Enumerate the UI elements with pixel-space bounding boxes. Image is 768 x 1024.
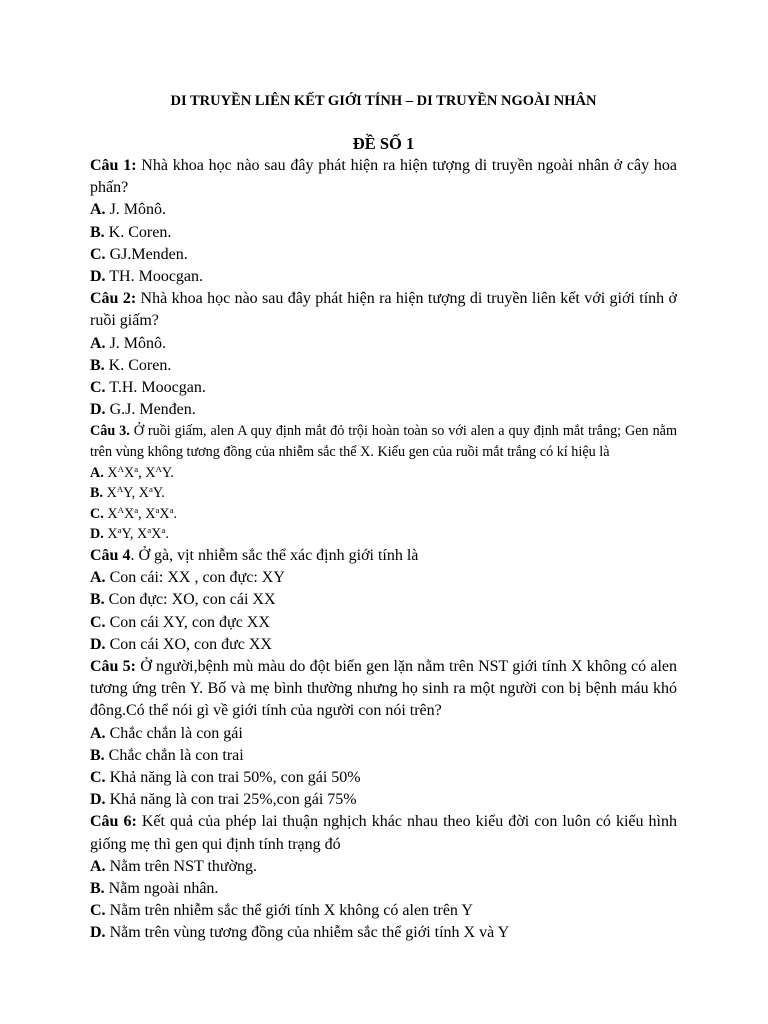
option-text: Con cái XY, con đực XX: [105, 613, 270, 631]
question-number: Câu 5:: [90, 658, 137, 676]
question-body: Ở ruồi giấm, alen A quy định mắt đỏ trội hoàn toàn so với alen a quy định mắt trắng; Gen nằm trên vùng không tương đồng của nhiễm sắc thể X. Kiểu gen của ruồi mắt trắng có kí hiệu là: [90, 423, 677, 461]
option-letter: A.: [90, 724, 106, 742]
option-letter: A.: [90, 464, 104, 481]
option-d: [90, 634, 677, 656]
option-letter: C.: [90, 505, 104, 522]
option-text: J. Mônô.: [105, 334, 167, 352]
genotype-part: .: [173, 505, 178, 522]
question-body: . Ở gà, vịt nhiễm sắc thể xác định giới tính là: [130, 547, 419, 564]
option-a: [90, 567, 677, 589]
genotype-part: X: [151, 526, 162, 543]
question-2: [90, 288, 677, 421]
option-a: [90, 463, 677, 484]
option-text: Nằm trên NST thường.: [105, 857, 258, 875]
genotype-part: Y.: [161, 464, 174, 481]
question-text: [90, 656, 677, 723]
option-c: [90, 504, 677, 525]
option-a: [90, 199, 677, 221]
option-letter: D.: [90, 526, 104, 543]
allele-superscript: a: [169, 504, 174, 515]
option-text: Con cái: XX , con đực: XY: [105, 569, 285, 587]
option-b: [90, 355, 677, 377]
genotype-part: Y.: [152, 485, 165, 502]
option-letter: C.: [90, 769, 106, 787]
allele-superscript: a: [161, 525, 166, 536]
option-c: [90, 377, 677, 399]
question-number: Câu 3.: [90, 423, 130, 440]
option-text: J. Mônô.: [105, 201, 167, 219]
question-body: Ở người,bệnh mù màu do đột biến gen lặn nằm trên NST giới tính X không có alen tương ứng trên Y. Bố và mẹ bình thường nhưng họ sinh ra một người con bị bệnh máu khó đông.Có thể nói gì về giới tính của người con nói trên?: [90, 658, 677, 720]
question-body: Kết quả của phép lai thuận nghịch khác nhau theo kiểu đời con luôn có kiểu hình giống mẹ thì gen qui định tính trạng đó: [90, 813, 678, 853]
option-d: [90, 266, 677, 288]
question-5: [90, 656, 677, 811]
genotype-part: X: [123, 464, 135, 481]
genotype-part: , X: [138, 505, 156, 522]
option-text: K. Coren.: [104, 356, 172, 374]
option-b: [90, 745, 677, 767]
question-number: Câu 4: [90, 547, 131, 564]
option-letter: D.: [90, 924, 106, 942]
option-letter: D.: [90, 635, 106, 653]
option-d: [90, 524, 677, 545]
option-b: [90, 589, 677, 611]
question-body: Nhà khoa học nào sau đây phát hiện ra hiện tượng di truyền liên kết với giới tính ở ruồi giấm?: [90, 290, 677, 330]
option-letter: C.: [90, 902, 106, 920]
question-list: [90, 155, 677, 945]
allele-superscript: A: [116, 484, 124, 495]
genotype-part: X: [103, 526, 118, 543]
genotype-part: X: [103, 505, 118, 522]
question-text: [90, 288, 677, 332]
genotype-part: X: [123, 505, 135, 522]
option-letter: A.: [90, 334, 106, 352]
option-letter: B.: [90, 356, 105, 374]
genotype-part: X: [103, 485, 117, 502]
option-b: [90, 222, 677, 244]
option-b: [90, 483, 677, 504]
option-letter: D.: [90, 401, 106, 419]
option-text: Chắc chắn là con trai: [104, 746, 244, 764]
option-c: [90, 767, 677, 789]
option-letter: A.: [90, 569, 106, 587]
allele-superscript: a: [148, 484, 153, 495]
option-c: [90, 900, 677, 922]
allele-superscript: A: [155, 463, 162, 474]
genotype-part: X: [159, 505, 170, 522]
genotype-part: X: [103, 464, 118, 481]
question-text: [90, 545, 677, 567]
option-letter: B.: [90, 880, 105, 898]
question-4: [90, 545, 677, 656]
option-text: GJ.Menden.: [105, 245, 188, 263]
allele-superscript: a: [147, 525, 152, 536]
option-d: [90, 922, 677, 944]
option-text: Khả năng là con trai 50%, con gái 50%: [105, 769, 361, 787]
question-3: [90, 421, 677, 545]
option-letter: C.: [90, 613, 106, 631]
option-a: [90, 856, 677, 878]
allele-superscript: a: [134, 504, 139, 515]
question-number: Câu 6:: [90, 813, 137, 831]
option-letter: A.: [90, 201, 106, 219]
option-d: [90, 789, 677, 811]
question-1: [90, 155, 677, 288]
option-text: Khả năng là con trai 25%,con gái 75%: [105, 791, 357, 809]
question-text: [90, 811, 677, 855]
allele-superscript: a: [117, 525, 122, 536]
question-number: Câu 1:: [90, 157, 137, 174]
document-subtitle: ĐỀ SỐ 1: [352, 134, 415, 153]
option-text: K. Coren.: [104, 223, 172, 241]
genotype-part: , X: [138, 464, 156, 481]
option-a: [90, 723, 677, 745]
allele-superscript: a: [155, 504, 160, 515]
genotype-part: Y, X: [123, 485, 149, 502]
option-text: Con đực: XO, con cái XX: [104, 591, 276, 609]
option-letter: B.: [90, 591, 105, 609]
option-text: T.H. Moocgan.: [105, 379, 206, 397]
option-c: [90, 244, 677, 266]
question-text: [90, 155, 677, 199]
option-letter: B.: [90, 746, 105, 764]
genotype-part: .: [165, 526, 169, 543]
option-text: Nằm ngoài nhân.: [104, 880, 219, 898]
option-a: [90, 333, 677, 355]
option-text: Nằm trên nhiễm sắc thể giới tính X không có alen trên Y: [105, 902, 473, 920]
option-text: G.J. Menđen.: [105, 401, 196, 419]
allele-superscript: A: [117, 463, 124, 474]
option-text: Nằm trên vùng tương đồng của nhiễm sắc thể giới tính X và Y: [105, 924, 510, 942]
option-b: [90, 878, 677, 900]
allele-superscript: a: [134, 463, 139, 474]
allele-superscript: A: [117, 504, 124, 515]
question-text: [90, 421, 677, 462]
document-title: DI TRUYỀN LIÊN KẾT GIỚI TÍNH – DI TRUYỀN NGOÀI NHÂN: [170, 93, 597, 109]
option-letter: C.: [90, 379, 106, 397]
genotype-part: Y, X: [121, 526, 148, 543]
question-body: Nhà khoa học nào sau đây phát hiện ra hiện tượng di truyền ngoài nhân ở cây hoa phấn?: [90, 157, 677, 197]
option-letter: C.: [90, 245, 106, 263]
option-letter: D.: [90, 791, 106, 809]
option-c: [90, 612, 677, 634]
option-text: Con cái XO, con đưc XX: [105, 635, 272, 653]
question-number: Câu 2:: [90, 290, 137, 308]
option-letter: A.: [90, 857, 106, 875]
option-text: Chắc chắn là con gái: [105, 724, 243, 742]
option-text: TH. Moocgan.: [105, 268, 204, 286]
question-6: [90, 811, 677, 944]
option-d: [90, 399, 677, 421]
option-letter: B.: [90, 223, 105, 241]
option-letter: B.: [90, 485, 104, 502]
option-letter: D.: [90, 268, 106, 286]
